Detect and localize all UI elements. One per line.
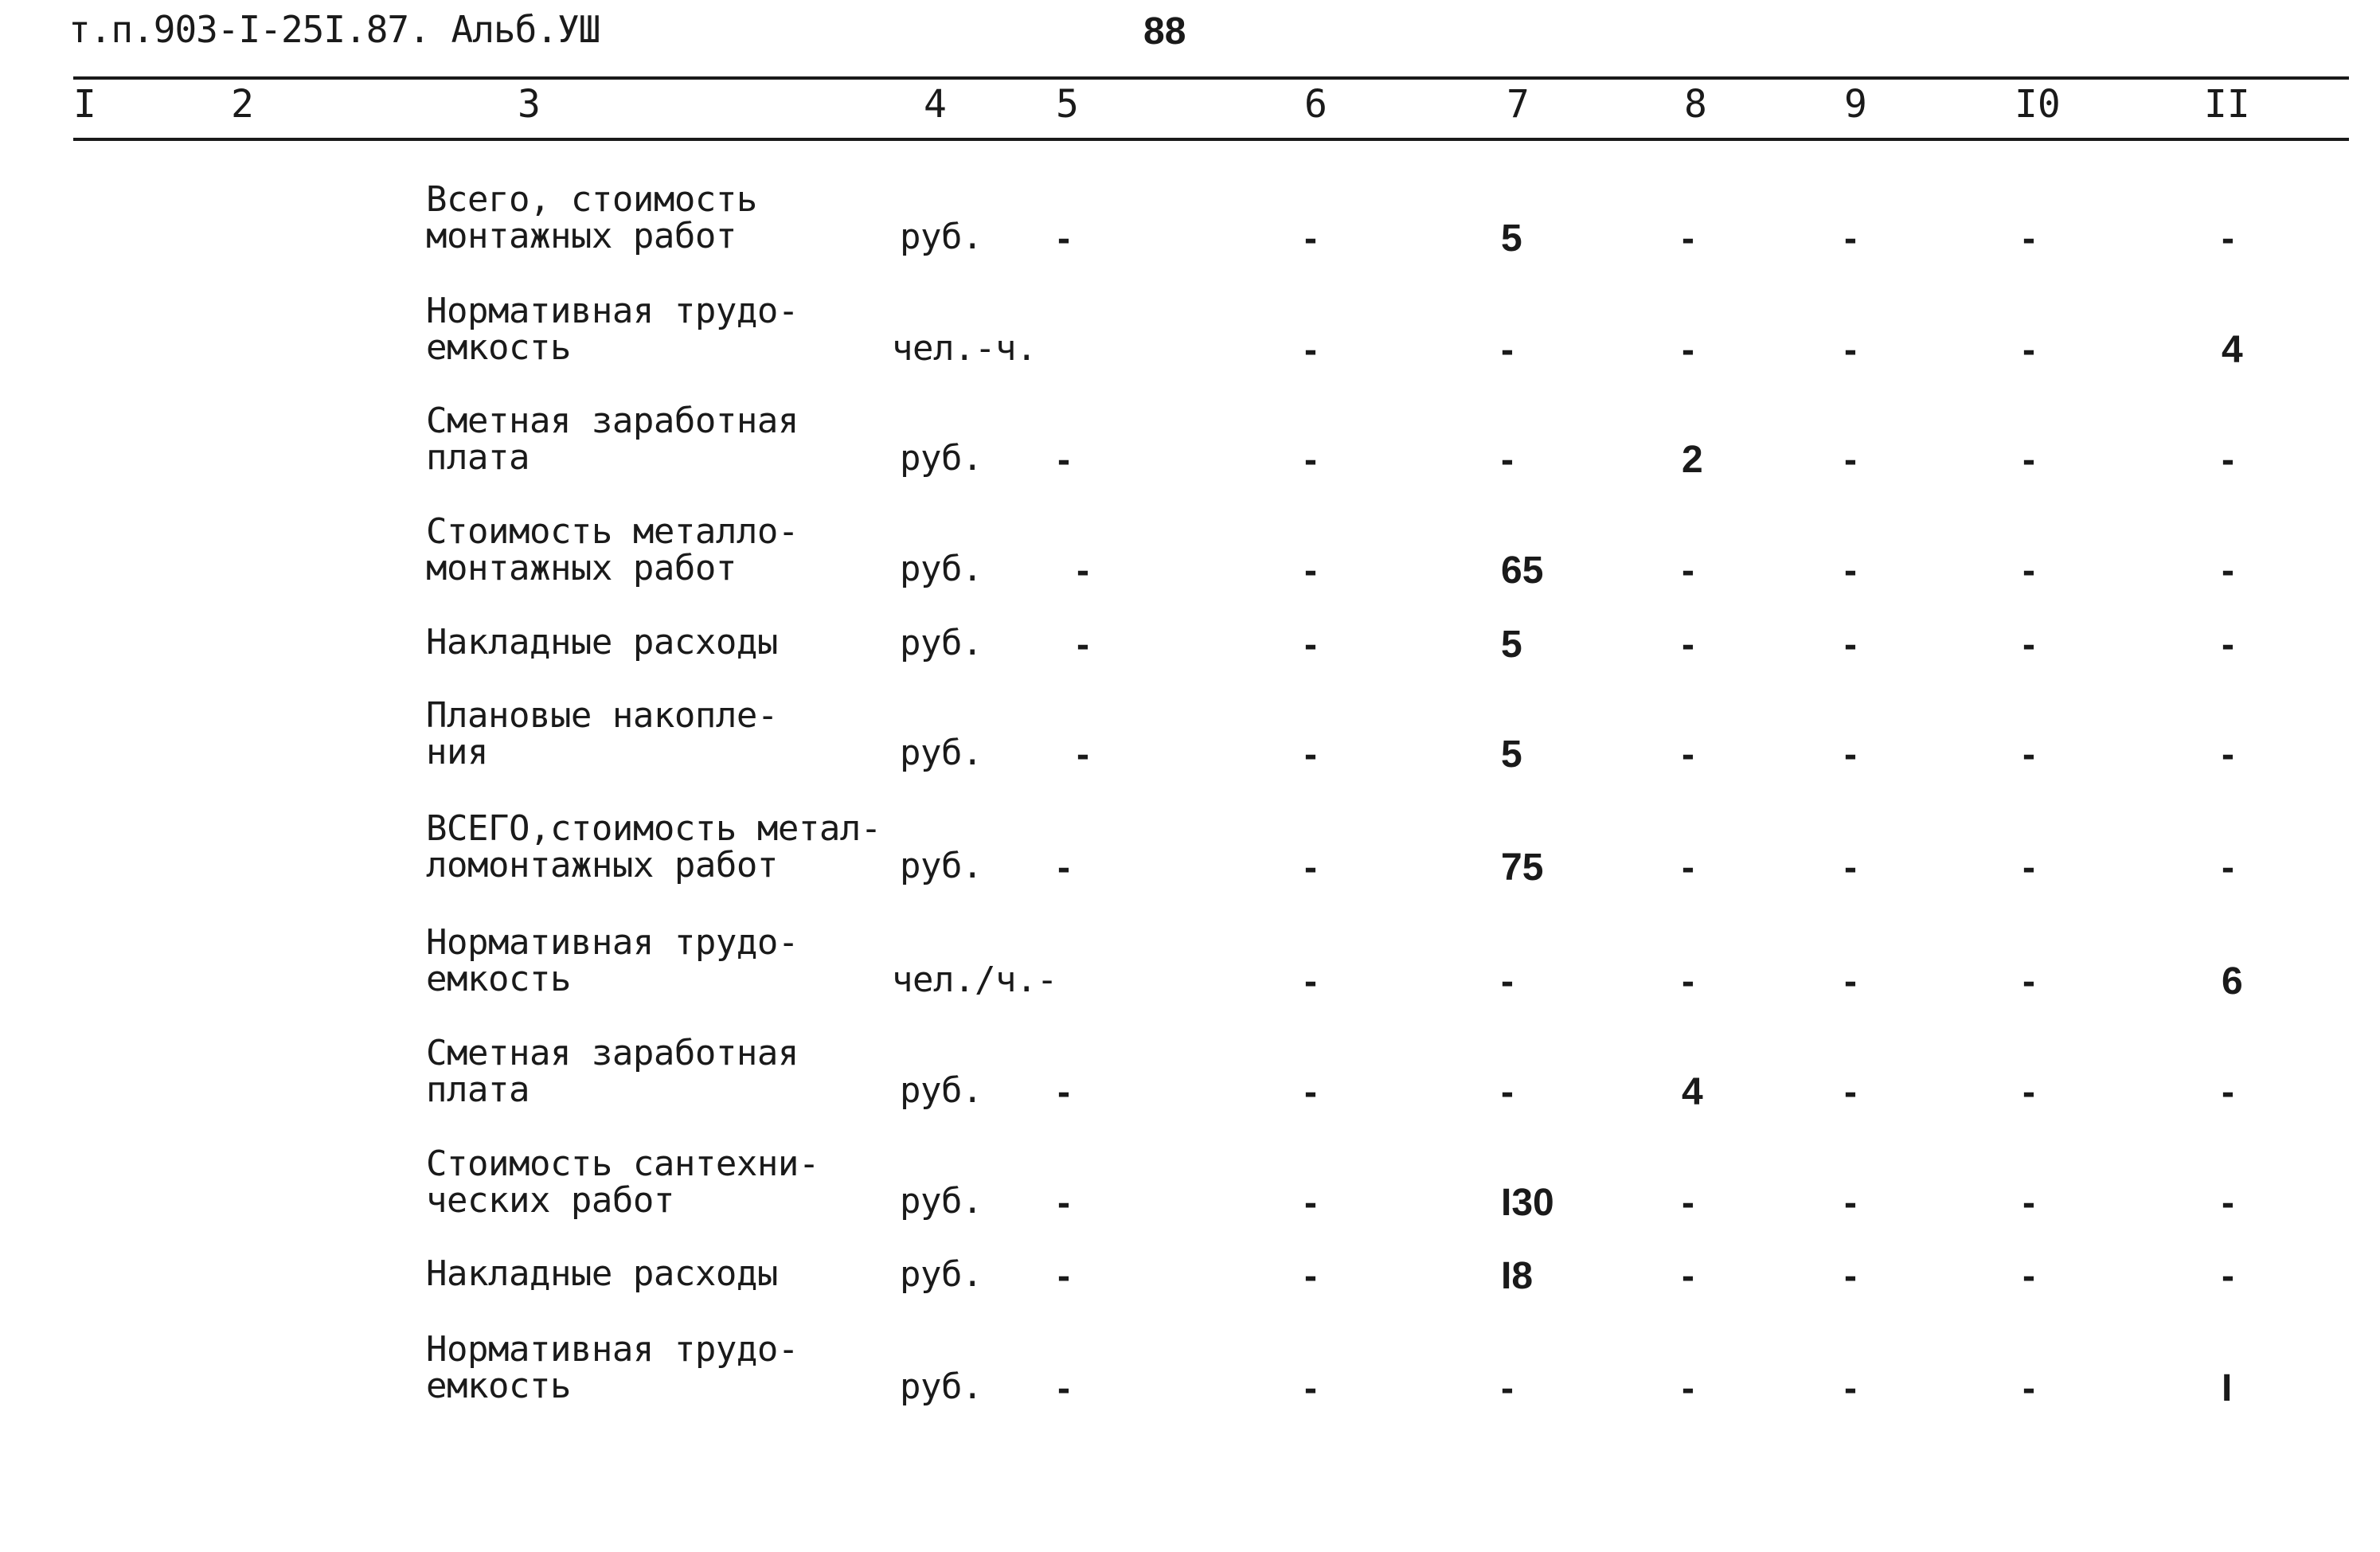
cell-col-7: - (1501, 439, 1514, 481)
cell-col-6: - (1304, 1255, 1317, 1297)
cell-col-6: - (1304, 439, 1317, 481)
cell-col-9: - (1844, 960, 1857, 1003)
document-reference: т.п.903-I-25I.87. Альб.УШ (68, 8, 600, 51)
cell-unit: руб. (900, 623, 983, 663)
page-number: 88 (1143, 10, 1186, 53)
row-label: Сметная заработная плата (426, 401, 799, 478)
cell-col-5: - (1057, 846, 1070, 889)
cell-col-8: - (1682, 329, 1694, 371)
cell-col-8: - (1682, 624, 1694, 666)
cell-col-10: - (2022, 1071, 2035, 1113)
row-label: Плановые накопле- ния (426, 695, 778, 772)
cell-col-5: - (1077, 549, 1089, 592)
cell-col-9: - (1844, 624, 1857, 666)
cell-col-6: - (1304, 1071, 1317, 1113)
cell-unit: руб. (900, 1366, 983, 1407)
cell-unit: руб. (900, 846, 983, 886)
cell-col-6: - (1304, 846, 1317, 889)
cell-col-6: - (1304, 624, 1317, 666)
row-label: Стоимость металло- монтажных работ (426, 511, 799, 588)
cell-col-11: - (2222, 217, 2234, 260)
cell-col-6: - (1304, 1182, 1317, 1224)
cell-col-7: I8 (1501, 1255, 1534, 1297)
cell-col-11: - (2222, 624, 2234, 666)
column-number: 4 (924, 82, 947, 127)
cell-col-11: - (2222, 1182, 2234, 1224)
cell-col-6: - (1304, 960, 1317, 1003)
cell-col-6: - (1304, 1367, 1317, 1409)
cell-col-5: - (1077, 733, 1089, 776)
cell-col-11: 6 (2222, 960, 2243, 1003)
column-number: 8 (1684, 82, 1707, 127)
cell-col-9: - (1844, 329, 1857, 371)
cell-col-9: - (1844, 1071, 1857, 1113)
row-label: Нормативная трудо- емкость (426, 922, 799, 999)
cell-col-5: - (1057, 1367, 1070, 1409)
cell-unit: руб. (900, 217, 983, 257)
cell-unit: руб. (900, 1181, 983, 1222)
cell-col-10: - (2022, 960, 2035, 1003)
cell-unit: руб. (900, 438, 983, 479)
column-number: 7 (1507, 82, 1530, 127)
cell-col-10: - (2022, 1255, 2035, 1297)
cell-col-8: - (1682, 846, 1694, 889)
cell-col-10: - (2022, 1367, 2035, 1409)
cell-col-8: - (1682, 1255, 1694, 1297)
cell-col-7: 5 (1501, 733, 1522, 776)
cell-col-11: I (2222, 1367, 2233, 1409)
cell-col-10: - (2022, 624, 2035, 666)
cell-col-10: - (2022, 549, 2035, 592)
cell-col-9: - (1844, 1255, 1857, 1297)
header-rule-top (73, 76, 2349, 80)
column-number: II (2204, 82, 2250, 127)
cell-col-7: 5 (1501, 624, 1522, 666)
cell-col-10: - (2022, 733, 2035, 776)
cell-col-6: - (1304, 217, 1317, 260)
cell-col-6: - (1304, 733, 1317, 776)
row-label: Нормативная трудо- емкость (426, 291, 799, 368)
header-rule-bottom (73, 138, 2349, 141)
cell-col-7: - (1501, 1367, 1514, 1409)
cell-col-10: - (2022, 439, 2035, 481)
cell-col-9: - (1844, 439, 1857, 481)
cell-col-8: - (1682, 1182, 1694, 1224)
cell-col-11: - (2222, 549, 2234, 592)
cell-col-11: - (2222, 846, 2234, 889)
column-number: I0 (2015, 82, 2061, 127)
cell-col-8: - (1682, 217, 1694, 260)
cell-col-8: 2 (1682, 439, 1703, 481)
row-label: Всего, стоимость монтажных работ (426, 179, 757, 256)
cell-col-9: - (1844, 1182, 1857, 1224)
cell-col-8: - (1682, 549, 1694, 592)
cell-col-10: - (2022, 846, 2035, 889)
cell-col-7: - (1501, 1071, 1514, 1113)
column-number: 3 (518, 82, 541, 127)
cell-unit: руб. (900, 1254, 983, 1295)
cell-col-9: - (1844, 1367, 1857, 1409)
cell-col-5: - (1057, 1182, 1070, 1224)
row-label: Накладные расходы (426, 1253, 778, 1294)
cell-col-5: - (1057, 1255, 1070, 1297)
column-number: 2 (231, 82, 254, 127)
cell-col-7: - (1501, 960, 1514, 1003)
cell-col-10: - (2022, 329, 2035, 371)
column-number: 5 (1056, 82, 1079, 127)
cell-unit: руб. (900, 1070, 983, 1111)
cell-col-11: 4 (2222, 329, 2243, 371)
cell-unit: руб. (900, 733, 983, 773)
cell-unit: руб. (900, 549, 983, 589)
cell-unit: чел.-ч. (892, 328, 1037, 369)
cell-col-5: - (1077, 624, 1089, 666)
cell-col-7: 5 (1501, 217, 1522, 260)
row-label: Стоимость сантехни- ческих работ (426, 1143, 819, 1221)
cell-col-5: - (1057, 439, 1070, 481)
cell-col-8: - (1682, 733, 1694, 776)
column-number: 9 (1844, 82, 1867, 127)
cell-unit: чел./ч.- (892, 960, 1057, 1000)
cell-col-11: - (2222, 1255, 2234, 1297)
cell-col-7: I30 (1501, 1182, 1554, 1224)
cell-col-9: - (1844, 733, 1857, 776)
cell-col-9: - (1844, 846, 1857, 889)
cell-col-7: 75 (1501, 846, 1544, 889)
cell-col-8: - (1682, 960, 1694, 1003)
cell-col-6: - (1304, 329, 1317, 371)
row-label: ВСЕГО,стоимость метал- ломонтажных работ (426, 808, 881, 885)
cell-col-5: - (1057, 1071, 1070, 1113)
cell-col-9: - (1844, 549, 1857, 592)
cell-col-10: - (2022, 1182, 2035, 1224)
cell-col-6: - (1304, 549, 1317, 592)
cell-col-9: - (1844, 217, 1857, 260)
cell-col-11: - (2222, 1071, 2234, 1113)
cell-col-8: 4 (1682, 1071, 1703, 1113)
cell-col-10: - (2022, 217, 2035, 260)
cell-col-5: - (1057, 217, 1070, 260)
cell-col-7: - (1501, 329, 1514, 371)
column-number: I (73, 82, 96, 127)
column-number: 6 (1304, 82, 1327, 127)
cell-col-7: 65 (1501, 549, 1544, 592)
cell-col-11: - (2222, 439, 2234, 481)
cell-col-11: - (2222, 733, 2234, 776)
row-label: Нормативная трудо- емкость (426, 1329, 799, 1406)
row-label: Сметная заработная плата (426, 1033, 799, 1110)
cell-col-8: - (1682, 1367, 1694, 1409)
row-label: Накладные расходы (426, 622, 778, 663)
